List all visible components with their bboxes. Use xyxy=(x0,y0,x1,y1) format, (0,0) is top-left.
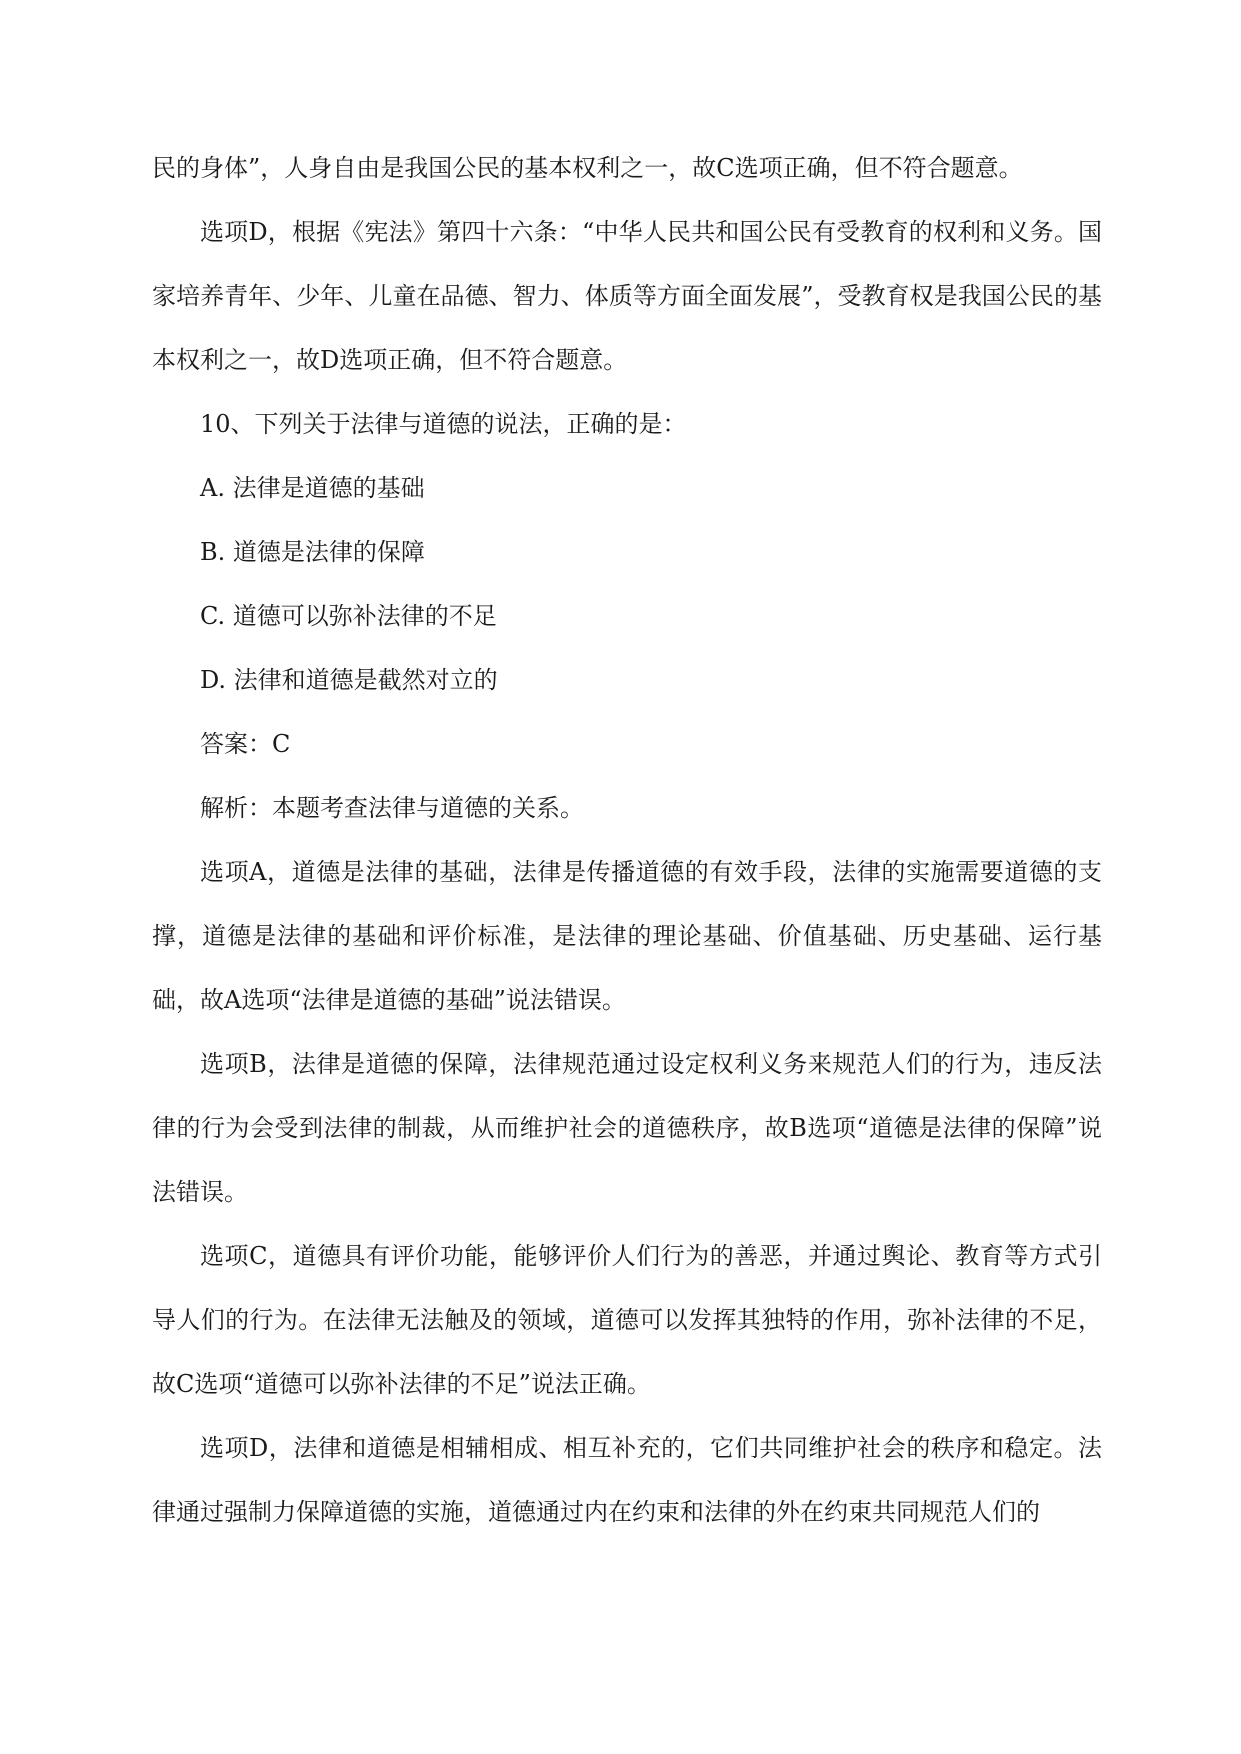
choice-c: C. 道德可以弥补法律的不足 xyxy=(200,602,497,630)
question-10-stem: 10、下列关于法律与道德的说法，正确的是： xyxy=(200,410,687,438)
analysis-option-b: 选项B，法律是道德的保障，法律规范通过设定权利义务来规范人们的行为，违反法律的行为会受到法律的制裁，从而维护社会的道德秩序，故B选项“道德是法律的保障”说法错误。 xyxy=(152,1050,1102,1206)
analysis-option-c: 选项C，道德具有评价功能，能够评价人们行为的善恶，并通过舆论、教育等方式引导人们的行为。在法律无法触及的领域，道德可以发挥其独特的作用，弥补法律的不足，故C选项“道德可以弥补法律的不足”说法正确。 xyxy=(152,1242,1102,1398)
answer-line: 答案：C xyxy=(200,730,291,758)
paragraph-continuation: 民的身体”，人身自由是我国公民的基本权利之一，故C选项正确，但不符合题意。 xyxy=(152,154,1023,182)
choice-d: D. 法律和道德是截然对立的 xyxy=(200,666,498,694)
analysis-option-d: 选项D，法律和道德是相辅相成、相互补充的，它们共同维护社会的秩序和稳定。法律通过强制力保障道德的实施，道德通过内在约束和法律的外在约束共同规范人们的 xyxy=(152,1434,1102,1526)
choice-b: B. 道德是法律的保障 xyxy=(200,538,425,566)
analysis-intro: 解析：本题考查法律与道德的关系。 xyxy=(200,794,584,822)
document-body xyxy=(152,136,1102,1544)
choice-a: A. 法律是道德的基础 xyxy=(200,474,425,502)
paragraph-option-d-prev: 选项D，根据《宪法》第四十六条：“中华人民共和国公民有受教育的权利和义务。国家培养青年、少年、儿童在品德、智力、体质等方面全面发展”，受教育权是我国公民的基本权利之一，故D选项正确，但不符合题意。 xyxy=(152,218,1102,374)
analysis-option-a: 选项A，道德是法律的基础，法律是传播道德的有效手段，法律的实施需要道德的支撑，道德是法律的基础和评价标准，是法律的理论基础、价值基础、历史基础、运行基础，故A选项“法律是道德的基础”说法错误。 xyxy=(152,858,1102,1014)
